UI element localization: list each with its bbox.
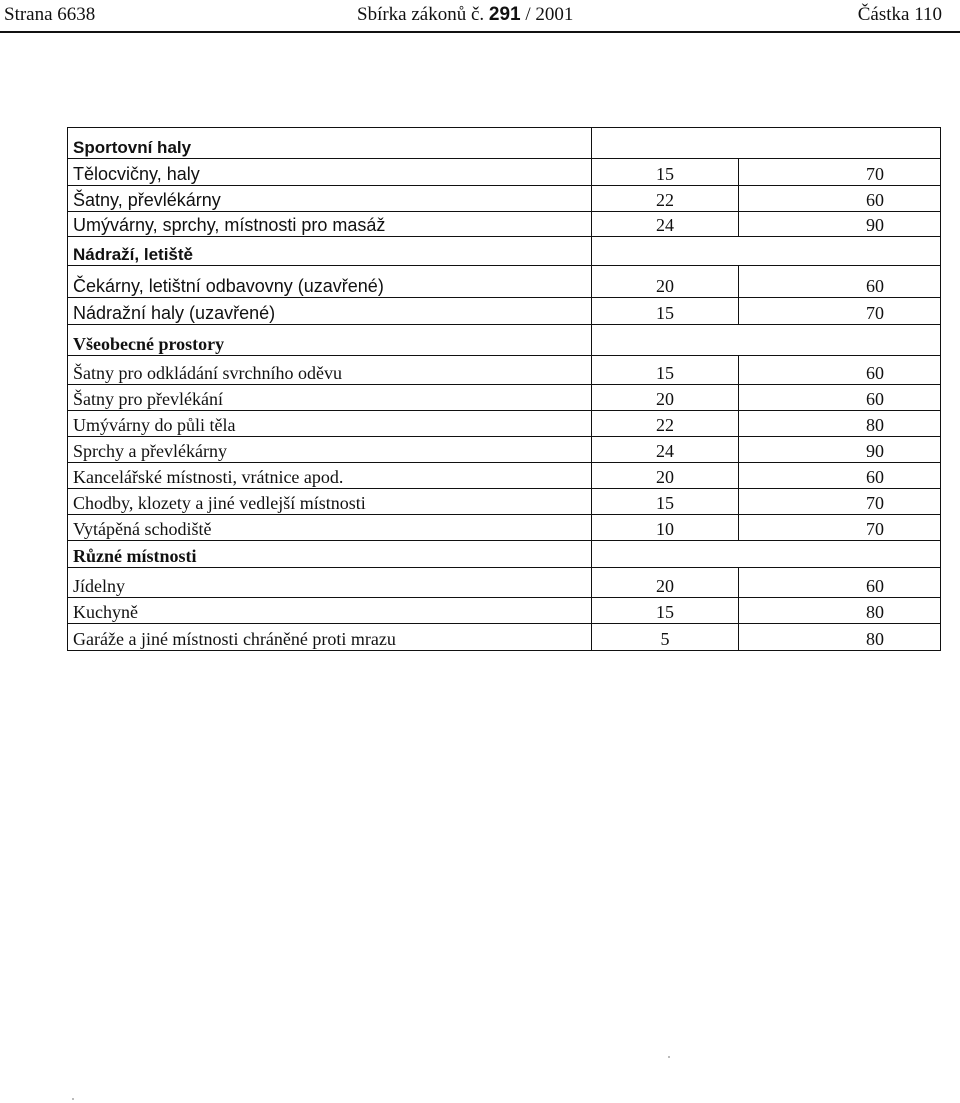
table-row — [68, 463, 941, 489]
value-temperature: 24 — [592, 437, 739, 463]
room-name: Jídelny — [68, 568, 592, 598]
table-row — [68, 411, 941, 437]
section-empty-cell — [592, 325, 941, 356]
room-name: Šatny pro převlékání — [68, 385, 592, 411]
scan-speck — [72, 1098, 74, 1100]
table-row — [68, 266, 941, 298]
room-name: Tělocvičny, haly — [68, 159, 592, 186]
room-name: Umývárny do půli těla — [68, 411, 592, 437]
room-name: Čekárny, letištní odbavovny (uzavřené) — [68, 266, 592, 298]
value-temperature: 22 — [592, 186, 739, 212]
table-row — [68, 624, 941, 651]
value-temperature: 15 — [592, 356, 739, 385]
page-header — [0, 0, 960, 34]
value-humidity: 60 — [739, 568, 941, 598]
part-number: Částka 110 — [857, 4, 942, 25]
table-row — [68, 186, 941, 212]
section-header-row — [68, 541, 941, 568]
collection-reference — [357, 4, 573, 26]
value-humidity: 80 — [739, 624, 941, 651]
value-temperature: 20 — [592, 568, 739, 598]
room-name: Garáže a jiné místnosti chráněné proti mrazu — [68, 624, 592, 651]
page-number: Strana 6638 — [4, 4, 96, 25]
room-name: Kuchyně — [68, 598, 592, 624]
law-year: / 2001 — [525, 4, 574, 25]
law-number: 291 — [488, 4, 521, 25]
room-name: Sprchy a převlékárny — [68, 437, 592, 463]
room-name: Šatny, převlékárny — [68, 186, 592, 212]
table-row — [68, 298, 941, 325]
table-row — [68, 515, 941, 541]
table-row — [68, 598, 941, 624]
room-name: Kancelářské místnosti, vrátnice apod. — [68, 463, 592, 489]
value-temperature: 22 — [592, 411, 739, 437]
value-temperature: 15 — [592, 159, 739, 186]
table-row — [68, 159, 941, 186]
value-humidity: 90 — [739, 212, 941, 237]
section-header-row — [68, 237, 941, 266]
table-row — [68, 356, 941, 385]
table-row — [68, 568, 941, 598]
value-humidity: 70 — [739, 515, 941, 541]
value-humidity: 60 — [739, 186, 941, 212]
section-header-row — [68, 128, 941, 159]
room-name: Vytápěná schodiště — [68, 515, 592, 541]
section-title: Různé místnosti — [68, 541, 592, 568]
table-row — [68, 385, 941, 411]
section-title: Všeobecné prostory — [68, 325, 592, 356]
section-header-row — [68, 325, 941, 356]
value-humidity: 80 — [739, 598, 941, 624]
value-temperature: 5 — [592, 624, 739, 651]
table-row — [68, 437, 941, 463]
value-temperature: 15 — [592, 298, 739, 325]
value-temperature: 20 — [592, 385, 739, 411]
value-humidity: 70 — [739, 298, 941, 325]
section-empty-cell — [592, 541, 941, 568]
section-empty-cell — [592, 237, 941, 266]
value-humidity: 60 — [739, 385, 941, 411]
value-humidity: 70 — [739, 159, 941, 186]
value-humidity: 60 — [739, 266, 941, 298]
header-divider — [0, 31, 960, 33]
room-parameters-table — [67, 127, 941, 651]
value-humidity: 60 — [739, 463, 941, 489]
section-title: Sportovní haly — [68, 128, 592, 159]
value-temperature: 24 — [592, 212, 739, 237]
room-name: Šatny pro odkládání svrchního oděvu — [68, 356, 592, 385]
section-title: Nádraží, letiště — [68, 237, 592, 266]
value-humidity: 70 — [739, 489, 941, 515]
value-humidity: 90 — [739, 437, 941, 463]
value-temperature: 10 — [592, 515, 739, 541]
value-temperature: 20 — [592, 266, 739, 298]
room-name: Chodby, klozety a jiné vedlejší místnosti — [68, 489, 592, 515]
collection-title: Sbírka zákonů č. — [357, 4, 485, 25]
value-temperature: 15 — [592, 598, 739, 624]
table-row — [68, 489, 941, 515]
value-humidity: 60 — [739, 356, 941, 385]
value-temperature: 15 — [592, 489, 739, 515]
table-row — [68, 212, 941, 237]
value-humidity: 80 — [739, 411, 941, 437]
scan-speck — [668, 1056, 670, 1058]
section-empty-cell — [592, 128, 941, 159]
room-name: Nádražní haly (uzavřené) — [68, 298, 592, 325]
room-name: Umývárny, sprchy, místnosti pro masáž — [68, 212, 592, 237]
value-temperature: 20 — [592, 463, 739, 489]
